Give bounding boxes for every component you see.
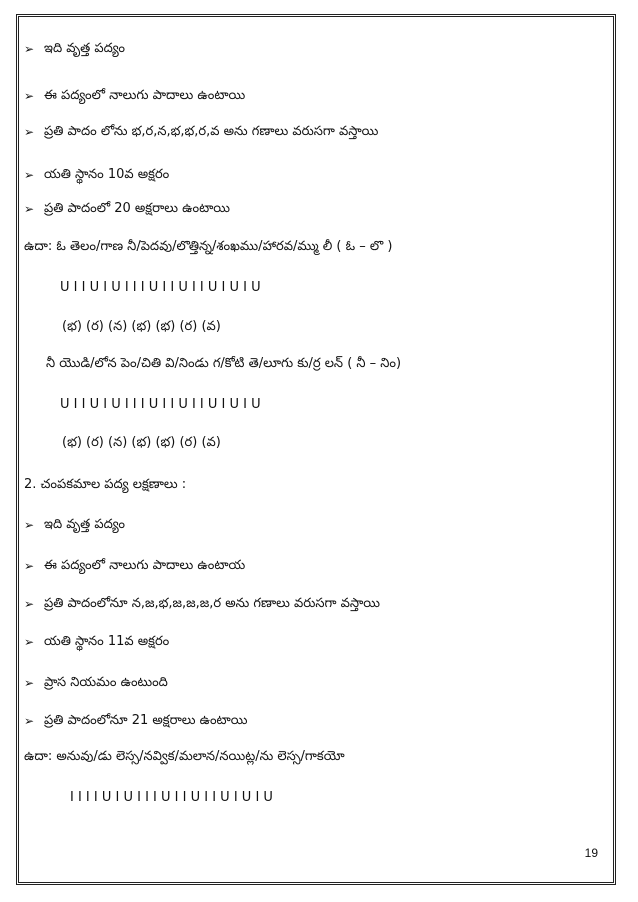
bullet-arrow-icon: ➢ [24, 42, 35, 56]
section2-bullet-3: ప్రతి పాదంలోనూ న,జ,భ,జ,జ,జ,ర అను గణాలు వరుసగా వస్తాయి [44, 596, 381, 611]
example1-verse: ఉదా: ఓ తెలం/గాణ నీ/పెదవు/లొత్తిన్న/శంఖము/హారవ/మ్ము లీ ( ఓ – లొ ) [24, 239, 393, 254]
bullet-arrow-icon: ➢ [24, 518, 35, 532]
section2-bullet-1: ఇది వృత్త పద్యం [44, 517, 125, 532]
example2-ganas: (భ) (ర) (న) (భ) (భ) (ర) (వ) [62, 435, 221, 450]
section2-bullet-5: ప్రాస నియమం ఉంటుంది [44, 675, 168, 690]
bullet-arrow-icon: ➢ [24, 168, 35, 182]
section2-bullet-6: ప్రతి పాదంలోనూ 21 అక్షరాలు ఉంటాయి [44, 713, 248, 728]
section2-heading: 2. చంపకమాల పద్య లక్షణాలు : [24, 477, 187, 492]
section2-example-scansion: I I I I U I U I I I U I I U I I U I U I U [70, 790, 273, 805]
example2-verse: నీ యొడి/లోన పెం/చితి వి/నిండు గ/కోటి తె/లూగు కు/ర్ర లన్ ( నీ – నిం) [46, 356, 402, 371]
bullet-arrow-icon: ➢ [24, 635, 35, 649]
bullet-arrow-icon: ➢ [24, 714, 35, 728]
bullet-arrow-icon: ➢ [24, 89, 35, 103]
example1-scansion: U I I U I U I I I U I I U I I U I U I U [60, 280, 261, 295]
section2-bullet-4: యతి స్థానం 11వ అక్షరం [44, 634, 170, 649]
page-number: 19 [584, 846, 598, 860]
bullet-arrow-icon: ➢ [24, 597, 35, 611]
section1-bullet-3: ప్రతి పాదం లోను భ,ర,న,భ,భ,ర,వ అను గణాలు వరుసగా వస్తాయి [44, 124, 379, 139]
bullet-arrow-icon: ➢ [24, 202, 35, 216]
section2-bullet-2: ఈ పద్యంలో నాలుగు పాదాలు ఉంటాయ [44, 558, 246, 573]
section1-bullet-5: ప్రతి పాదంలో 20 అక్షరాలు ఉంటాయి [44, 201, 231, 216]
bullet-arrow-icon: ➢ [24, 676, 35, 690]
bullet-arrow-icon: ➢ [24, 125, 35, 139]
example1-ganas: (భ) (ర) (న) (భ) (భ) (ర) (వ) [62, 319, 221, 334]
section1-bullet-4: యతి స్థానం 10వ అక్షరం [44, 167, 170, 182]
section1-bullet-2: ఈ పద్యంలో నాలుగు పాదాలు ఉంటాయి [44, 88, 246, 103]
section2-example-verse: ఉదా: అనువు/డు లెస్స/నవ్విక/మలాన/నయిట్ల/ను లెస్స/గాకయో [24, 749, 345, 764]
section1-bullet-1: ఇది వృత్త పద్యం [44, 41, 125, 56]
bullet-arrow-icon: ➢ [24, 559, 35, 573]
example2-scansion: U I I U I U I I I U I I U I I U I U I U [60, 397, 261, 412]
